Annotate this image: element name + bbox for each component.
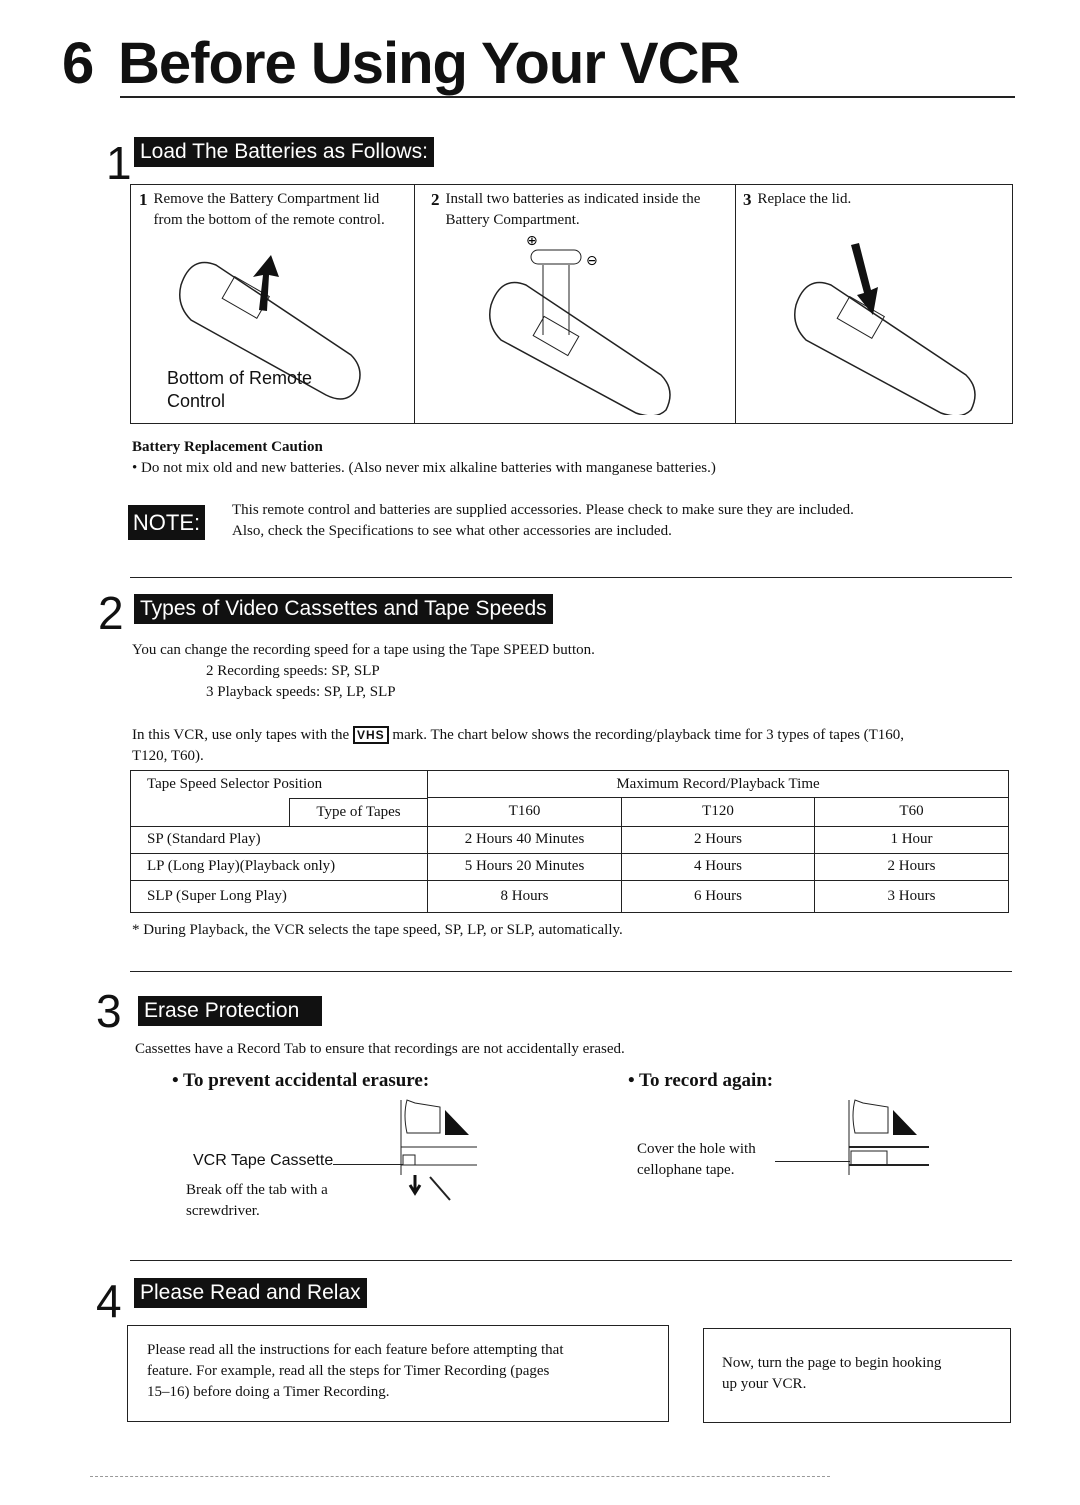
table-row: SLP (Super Long Play) 8 Hours 6 Hours 3 Hours (131, 880, 1009, 912)
recording-speeds: 2 Recording speeds: SP, SLP (206, 663, 380, 679)
section-number: 4 (96, 1275, 122, 1327)
header-speed: Tape Speed Selector Position (131, 771, 428, 798)
section-number: 3 (96, 985, 122, 1037)
svg-text:⊕: ⊕ (526, 233, 538, 249)
vhs-logo: VHS (353, 726, 389, 744)
prevent-heading: • To prevent accidental erasure: (172, 1070, 430, 1091)
step-3: 3 Replace the lid. (743, 190, 852, 209)
cassette-break-illustration (395, 1095, 485, 1205)
screwdriver-icon (430, 1177, 450, 1200)
section-heading: Please Read and Relax (134, 1278, 367, 1308)
remote-caption: Bottom of Remote Control (167, 368, 313, 411)
step-2: 2 Install two batteries as indicated inside the Battery Compartment. (431, 190, 701, 228)
svg-text:⊖: ⊖ (586, 253, 598, 269)
caution-title: Battery Replacement Caution (132, 439, 323, 455)
arrow-down-icon (410, 1175, 420, 1193)
header-type: Type of Tapes (289, 798, 427, 826)
playback-speeds: 3 Playback speeds: SP, LP, SLP (206, 684, 396, 700)
note-line-1: This remote control and batteries are supplied accessories. Please check to make sure they are included. (232, 502, 854, 518)
battery-steps-box (130, 184, 1013, 424)
section-heading: Erase Protection (138, 996, 322, 1026)
tape-t120: T120 (622, 798, 815, 827)
record-heading: • To record again: (628, 1070, 774, 1091)
divider (130, 971, 1012, 972)
vhs-text-cont: T120, T60). (132, 748, 204, 764)
section-heading: Load The Batteries as Follows: (134, 137, 434, 167)
step-1: 1 Remove the Battery Compartment lid from the bottom of the remote control. (139, 190, 385, 228)
vhs-text: In this VCR, use only tapes with the VHS mark. The chart below shows the recording/playback time for 3 types of tapes (T160, (132, 727, 905, 743)
remote-batteries-illustration (471, 225, 691, 415)
erase-intro: Cassettes have a Record Tab to ensure that recordings are not accidentally erased. (135, 1041, 625, 1057)
divider (130, 577, 1012, 578)
table-row: LP (Long Play)(Playback only) 5 Hours 20 Minutes 4 Hours 2 Hours (131, 853, 1009, 880)
header-max-time: Maximum Record/Playback Time (428, 771, 1009, 798)
table-row: SP (Standard Play) 2 Hours 40 Minutes 2 Hours 1 Hour (131, 826, 1009, 853)
divider (130, 1260, 1012, 1261)
cover-line-1: Cover the hole with (637, 1141, 756, 1157)
tape-t60: T60 (815, 798, 1009, 827)
cassette-tape-illustration (843, 1095, 933, 1175)
title-underline (120, 96, 1015, 98)
turn-page-box: Now, turn the page to begin hooking up your VCR. (703, 1328, 1011, 1423)
remote-close-illustration (781, 235, 1001, 415)
page-number: 6 (62, 31, 95, 96)
leader-line (775, 1161, 850, 1162)
note-badge: NOTE: (128, 505, 205, 540)
page-title: Before Using Your VCR (118, 31, 740, 96)
caution-text: • Do not mix old and new batteries. (Also never mix alkaline batteries with manganese batteries.) (132, 460, 716, 476)
section-heading: Types of Video Cassettes and Tape Speeds (134, 594, 553, 624)
tape-t160: T160 (428, 798, 622, 827)
break-line-1: Break off the tab with a (186, 1182, 328, 1198)
leader-line (333, 1164, 403, 1165)
speed-intro: You can change the recording speed for a tape using the Tape SPEED button. (132, 642, 595, 658)
cover-line-2: cellophane tape. (637, 1162, 735, 1178)
break-line-2: screwdriver. (186, 1203, 260, 1219)
tape-time-table (130, 770, 1009, 913)
footnote: * During Playback, the VCR selects the tape speed, SP, LP, or SLP, automatically. (132, 922, 623, 938)
scan-artifact (90, 1476, 830, 1477)
section-number: 1 (106, 137, 132, 189)
note-line-2: Also, check the Specifications to see what other accessories are included. (232, 523, 672, 539)
section-number: 2 (98, 587, 124, 639)
read-instructions-box: Please read all the instructions for each feature before attempting that feature. For example, read all the steps for Timer Recording (pages 15–16) before doing a Timer Recording. (127, 1325, 669, 1422)
cassette-label: VCR Tape Cassette (193, 1152, 334, 1169)
